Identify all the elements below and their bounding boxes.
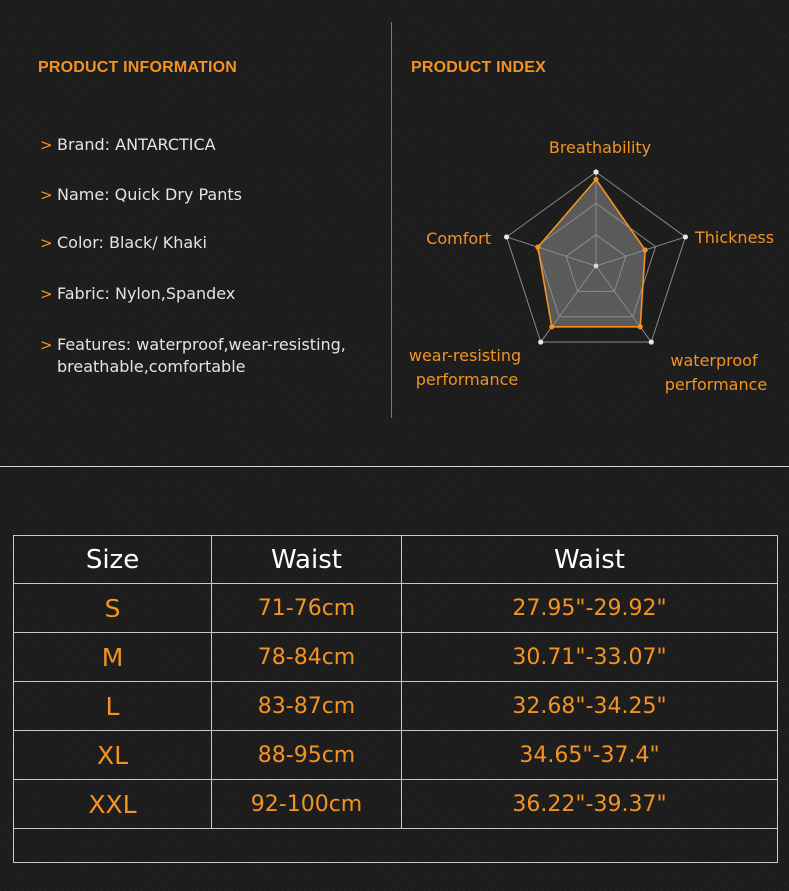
waist-cm-cell: 88-95cm bbox=[212, 731, 402, 780]
radar-data-point bbox=[638, 324, 643, 329]
info-item-text: Color: Black/ Khaki bbox=[57, 233, 207, 252]
waist-inch-cell: 32.68"-34.25" bbox=[402, 682, 778, 731]
size-cell: S bbox=[14, 584, 212, 633]
table-row bbox=[14, 682, 778, 731]
waist-inch-cell: 30.71"-33.07" bbox=[402, 633, 778, 682]
radar-data-point bbox=[593, 177, 598, 182]
axis-label-wear-line1: wear-resisting bbox=[408, 346, 522, 365]
radar-data-point bbox=[643, 247, 648, 252]
header-waist-inch: Waist bbox=[402, 536, 778, 584]
size-cell: M bbox=[14, 633, 212, 682]
waist-inch-cell: 27.95"-29.92" bbox=[402, 584, 778, 633]
axis-label-waterproof-line2: performance bbox=[664, 375, 768, 394]
info-item-brand bbox=[40, 134, 216, 156]
chevron-right-icon: > bbox=[40, 186, 53, 204]
size-table bbox=[13, 535, 778, 863]
radar-data-point bbox=[549, 324, 554, 329]
waist-cm-cell: 71-76cm bbox=[212, 584, 402, 633]
radar-vertex-dot bbox=[683, 234, 688, 239]
waist-cm-cell: 92-100cm bbox=[212, 780, 402, 829]
radar-data-area bbox=[538, 180, 645, 327]
empty-cell bbox=[14, 829, 778, 863]
radar-vertex-dot bbox=[593, 169, 598, 174]
size-cell: L bbox=[14, 682, 212, 731]
waist-cm-cell: 83-87cm bbox=[212, 682, 402, 731]
header-waist-cm: Waist bbox=[212, 536, 402, 584]
chevron-right-icon: > bbox=[40, 336, 53, 354]
waist-inch-cell: 34.65"-37.4" bbox=[402, 731, 778, 780]
radar-center-dot bbox=[594, 264, 599, 269]
size-table-header-row bbox=[14, 536, 778, 584]
product-information-heading: PRODUCT INFORMATION bbox=[38, 59, 238, 76]
waist-inch-cell: 36.22"-39.37" bbox=[402, 780, 778, 829]
waist-cm-cell: 78-84cm bbox=[212, 633, 402, 682]
table-row bbox=[14, 633, 778, 682]
axis-label-wear-line2: performance bbox=[415, 370, 519, 389]
chevron-right-icon: > bbox=[40, 234, 53, 252]
size-cell: XXL bbox=[14, 780, 212, 829]
axis-label-breathability: Breathability bbox=[548, 138, 652, 157]
axis-label-thickness: Thickness bbox=[695, 228, 775, 247]
info-item-text: Features: waterproof,wear-resisting, breathable,comfortable bbox=[57, 335, 346, 376]
radar-vertex-dot bbox=[649, 339, 654, 344]
info-item-features bbox=[40, 334, 397, 378]
info-item-text: Name: Quick Dry Pants bbox=[57, 185, 242, 204]
radar-vertex-dot bbox=[504, 234, 509, 239]
chevron-right-icon: > bbox=[40, 285, 53, 303]
radar-vertex-dot bbox=[538, 339, 543, 344]
horizontal-divider bbox=[0, 466, 789, 467]
radar-data-point bbox=[535, 245, 540, 250]
info-item-name bbox=[40, 184, 242, 206]
table-row bbox=[14, 584, 778, 633]
size-cell: XL bbox=[14, 731, 212, 780]
header-size: Size bbox=[14, 536, 212, 584]
axis-label-comfort: Comfort bbox=[426, 229, 491, 248]
product-index-heading: PRODUCT INDEX bbox=[411, 59, 547, 76]
table-row bbox=[14, 780, 778, 829]
table-row bbox=[14, 731, 778, 780]
table-row-empty bbox=[14, 829, 778, 863]
info-item-fabric bbox=[40, 283, 235, 305]
axis-label-waterproof-line1: waterproof bbox=[670, 351, 758, 370]
info-item-text: Brand: ANTARCTICA bbox=[57, 135, 216, 154]
info-item-color bbox=[40, 232, 207, 254]
info-item-text: Fabric: Nylon,Spandex bbox=[57, 284, 236, 303]
product-index-radar-chart bbox=[395, 120, 789, 410]
chevron-right-icon: > bbox=[40, 136, 53, 154]
